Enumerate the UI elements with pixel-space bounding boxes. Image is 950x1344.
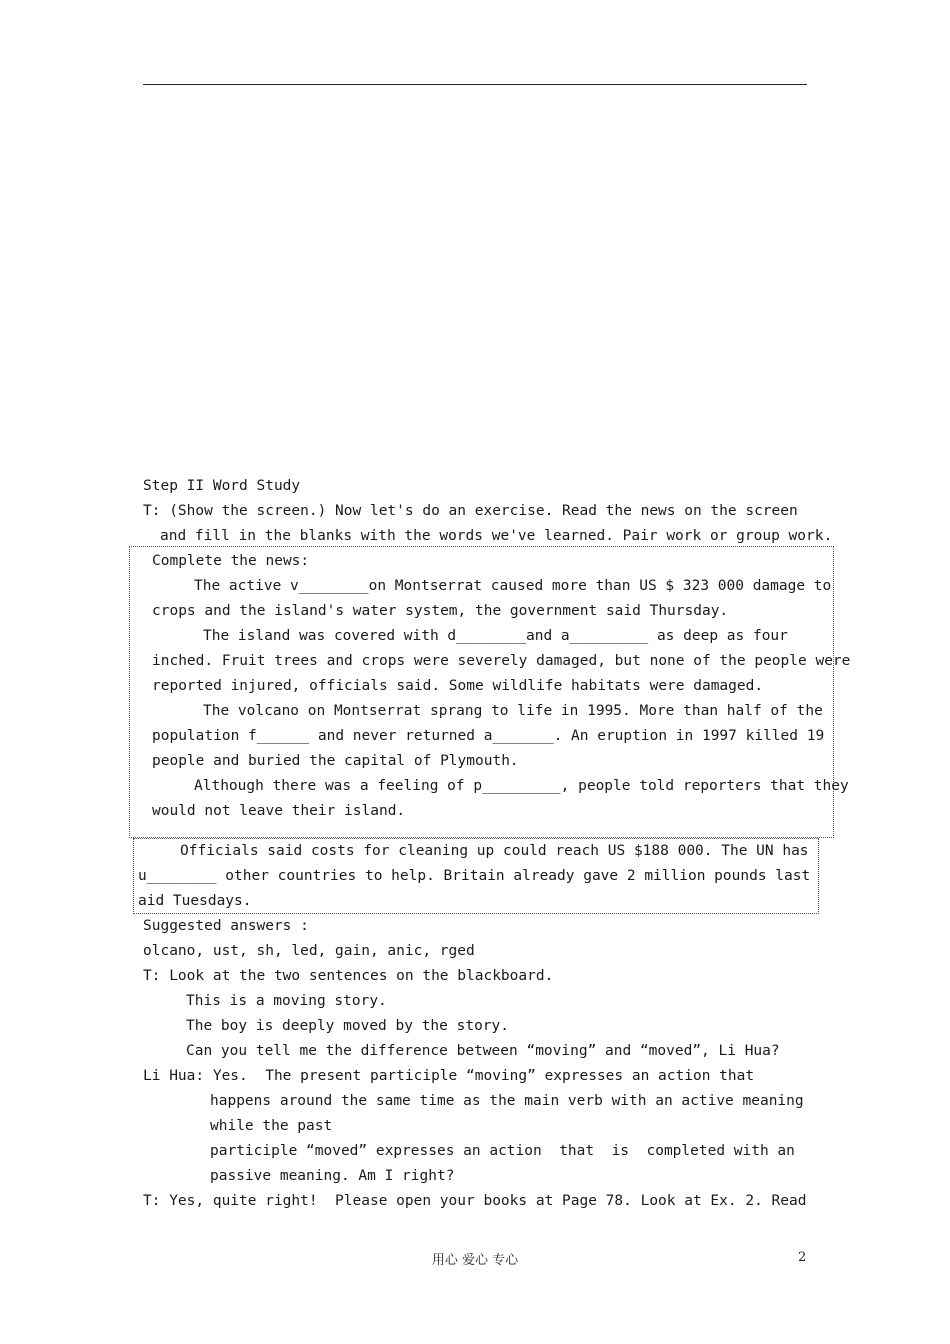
text-line: T: (Show the screen.) Now let's do an exercise. Read the news on the screen — [143, 503, 798, 519]
news-line: The island was covered with d________and a_________ as deep as four — [203, 628, 788, 644]
text-line: and fill in the blanks with the words we've learned. Pair work or group work. — [160, 528, 833, 544]
news-line: Although there was a feeling of p_________, people told reporters that they — [194, 778, 849, 794]
text-line: T: Look at the two sentences on the blackboard. — [143, 968, 554, 984]
news-heading: Complete the news: — [152, 553, 310, 569]
news-line: reported injured, officials said. Some wildlife habitats were damaged. — [152, 678, 764, 694]
text-line: T: Yes, quite right! Please open your books at Page 78. Look at Ex. 2. Read — [143, 1193, 807, 1209]
example-sentence: The boy is deeply moved by the story. — [186, 1018, 510, 1034]
text-line: while the past — [210, 1118, 333, 1134]
news-line: people and buried the capital of Plymouth. — [152, 753, 519, 769]
news-line: aid Tuesdays. — [138, 893, 252, 909]
example-sentence: This is a moving story. — [186, 993, 387, 1009]
news-line: The volcano on Montserrat sprang to life in 1995. More than half of the — [203, 703, 823, 719]
header-rule — [143, 84, 807, 85]
text-line: Can you tell me the difference between “moving” and “moved”, Li Hua? — [186, 1043, 780, 1059]
answers-heading: Suggested answers : — [143, 918, 309, 934]
news-line: population f______ and never returned a_______. An eruption in 1997 killed 19 — [152, 728, 825, 744]
text-line: participle “moved” expresses an action that is completed with an — [210, 1143, 795, 1159]
news-line: inched. Fruit trees and crops were severely damaged, but none of the people were — [152, 653, 851, 669]
answers-line: olcano, ust, sh, led, gain, anic, rged — [143, 943, 475, 959]
news-line: would not leave their island. — [152, 803, 406, 819]
page-number: 2 — [798, 1250, 807, 1265]
text-line: happens around the same time as the main verb with an active meaning — [210, 1093, 804, 1109]
news-line: Officials said costs for cleaning up could reach US $188 000. The UN has — [180, 843, 809, 859]
text-line: passive meaning. Am I right? — [210, 1168, 455, 1184]
news-line: The active v________on Montserrat caused more than US $ 323 000 damage to — [194, 578, 832, 594]
page-footer: 用心 爱心 专心 — [431, 1253, 519, 1268]
text-line: Li Hua: Yes. The present participle “moving” expresses an action that — [143, 1068, 755, 1084]
news-line: u________ other countries to help. Britain already gave 2 million pounds last — [138, 868, 811, 884]
section-heading: Step II Word Study — [143, 478, 301, 494]
news-line: crops and the island's water system, the government said Thursday. — [152, 603, 729, 619]
